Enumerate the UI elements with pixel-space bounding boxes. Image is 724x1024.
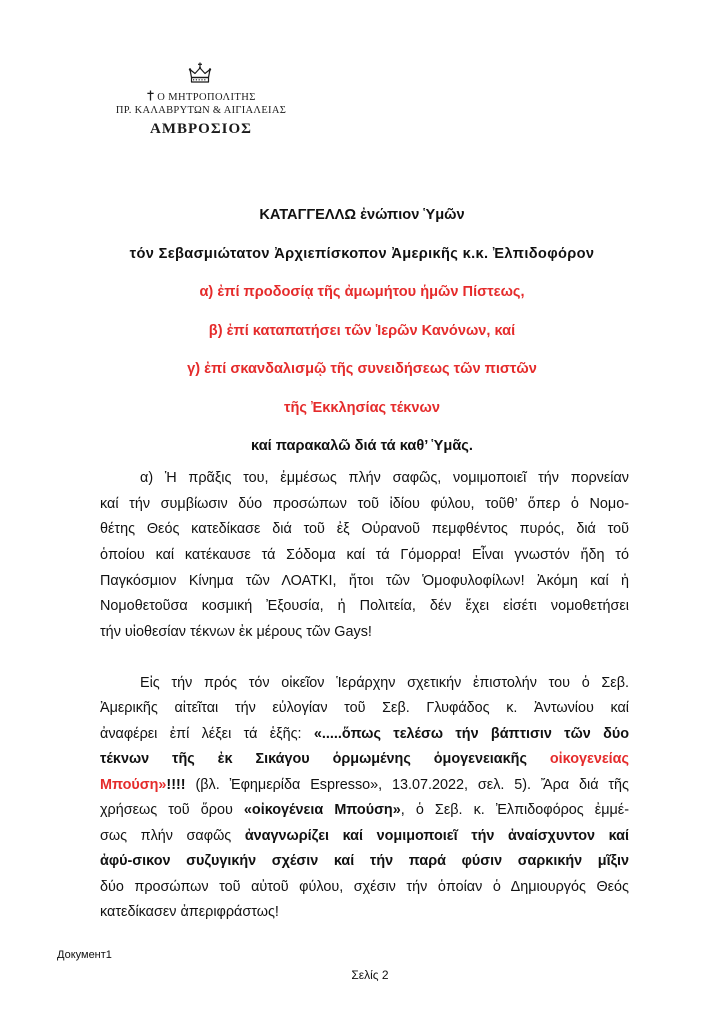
text-run: σως πλήν σαφῶς [100,827,245,844]
document-name: Документ1 [57,949,112,961]
paragraph-line [100,773,629,798]
closing-line: καί παρακαλῶ διά τά καθ’ Ὑμᾶς. [251,438,473,454]
paragraph-line: κατεδίκασεν ἀπεριφράστως! [100,903,279,920]
paragraph-a [100,466,629,645]
paragraph-line: δύο προσώπων τοῦ αὐτοῦ φύλου, σχέσιν τήν ὁποίαν ὁ Δημιουργός Θεός [100,878,629,895]
paragraph-line: Εἰς τήν πρός τόν οἰκεῖον Ἱεράρχην σχετικήν ἐπιστολήν του ὁ Σεβ. [140,675,629,691]
quote-text-bold: «.....ὅπως τελέσω τήν βάπτισιν τῶν δύο [313,725,629,742]
paragraph-line: Ἀμερικῆς αἰτεῖται τήν εὐλογίαν τοῦ Σεβ. Γλυφάδος κ. Ἀντωνίου καί [100,700,629,717]
quote-text-red: Μπούση» [100,776,167,793]
quote-text-red: οἰκογενείας [549,751,629,768]
paragraph-line: καί τήν συμβίωσιν δύο προσώπων τοῦ ἰδίου φύλου, τοῦθ’ ὅπερ ὁ Νομο- [100,495,629,512]
quote-text-bold: τέκνων τῆς ἐκ Σικάγου ὁρμωμένης ὁμογενειακῆς [100,751,550,768]
text-run: ἀναφέρει ἐπί λέξει τά ἑξῆς: [100,725,314,742]
text-run: (βλ. Ἐφημερίδα Espresso», 13.07.2022, σελ. 5). Ἄρα διά τῆς [185,776,629,793]
paragraph-b [100,671,629,925]
metropolitan-title: Ο ΜΗΤΡΟΠΟΛΙΤΗΣ [157,92,256,103]
page-number: Σελίς 2 [351,968,389,982]
paragraph-line: Νομοθετοῦσα κοσμική Ἐξουσία, ἡ Πολιτεία, δέν ἔχει εἰσέτι νομοθετήσει [100,598,629,615]
cross-icon [146,90,155,101]
metropolis-name: ΠΡ. ΚΑΛΑΒΡΥΤΩΝ & ΑΙΓΙΑΛΕΙΑΣ [115,105,287,116]
paragraph-line [100,722,629,747]
paragraph-line: ἀφύ-σικον συζυγικήν σχέσιν καί τήν παρά φύσιν σαρκικήν μῖξιν [100,853,629,870]
paragraph-line [100,798,629,823]
denunciation-heading [97,196,627,466]
exclamation-marks: !!!! [166,776,186,793]
quoted-term-bold: «οἰκογένεια Μπούση» [243,802,401,819]
letterhead-title-line [80,90,322,105]
paragraph-line: Παγκόσμιον Κίνημα τῶν ΛΟΑΤΚΙ, ἤτοι τῶν Ὁμοφυλοφίλων! Ἀκόμη καί ἡ [100,572,629,589]
paragraph-line: θέτης Θεός κατεδίκασε διά τοῦ ἐξ Οὐρανοῦ πεμφθέντος πυρός, διά τοῦ [100,521,629,538]
crown-icon [187,62,213,84]
paragraph-line [100,824,629,849]
paragraph-line [100,747,629,772]
charge-b: β) ἐπί καταπατήσει τῶν Ἱερῶν Κανόνων, καί [208,322,516,339]
paragraph-line: ὁποίου καί κατέκαυσε τά Σόδομα καί τά Γόμορρα! Εἶναι γνωστόν ἤδη τό [100,546,629,563]
charge-a: α) ἐπί προδοσίᾳ τῆς ἀμωμήτου ἡμῶν Πίστεως, [199,284,525,300]
charge-c-continuation: τῆς Ἐκκλησίας τέκνων [284,399,440,416]
emphasis-bold: ἀναγνωρίζει καί νομιμοποιεῖ τήν ἀναίσχυντον καί [244,827,629,844]
metropolitan-signature-name: ΑΜΒΡΟΣΙΟΣ [150,121,252,137]
text-run: χρήσεως τοῦ ὅρου [100,802,244,819]
denunciation-line: ΚΑΤΑΓΓΕΛΛΩ ἐνώπιον Ὑμῶν [259,207,465,223]
accused-line: τόν Σεβασμιώτατον Ἀρχιεπίσκοπον Ἀμερικῆς κ.κ. Ἐλπιδοφόρον [129,245,595,262]
paragraph-line: α) Ἡ πρᾶξις του, ἐμμέσως πλήν σαφῶς, νομιμοποιεῖ τήν πορνείαν [140,470,629,486]
text-run: , ὁ Σεβ. κ. Ἐλπιδοφόρος ἐμμέ- [400,802,629,819]
letterhead [80,60,322,142]
charge-c: γ) ἐπί σκανδαλισμῷ τῆς συνειδήσεως τῶν πιστῶν [187,361,537,377]
paragraph-line: τήν υἱοθεσίαν τέκνων ἐκ μέρους τῶν Gays! [100,623,372,640]
